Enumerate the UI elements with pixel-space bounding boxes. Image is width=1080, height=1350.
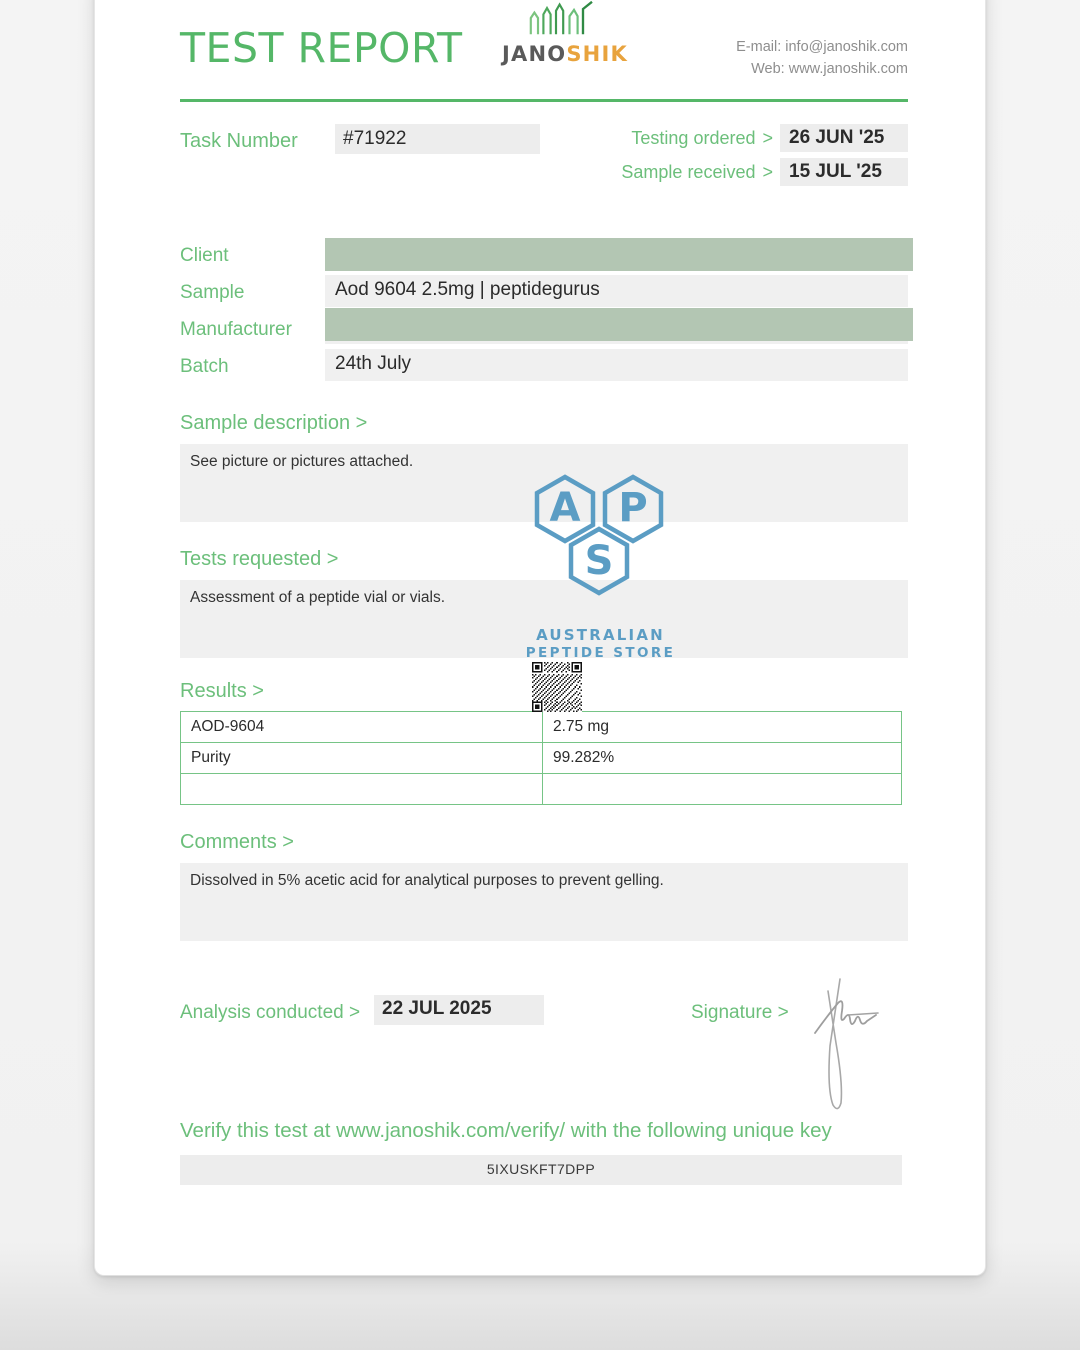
testing-ordered-label: Testing ordered [631,127,756,148]
sample-description-body: See picture or pictures attached. [180,444,908,522]
table-row [181,774,902,805]
page-title: TEST REPORT [180,24,463,72]
sample-fields [180,238,908,386]
logo-text-accent: SHIK [566,42,628,66]
field-batch [180,349,908,386]
analysis-conducted-date: 22 JUL 2025 [374,995,544,1025]
batch-label: Batch [180,356,229,377]
analysis-signature-section [180,993,908,1113]
sample-description-heading: Sample description > [180,412,368,434]
result-value: 99.282% [543,743,902,774]
comments-body: Dissolved in 5% acetic acid for analytical purposes to prevent gelling. [180,863,908,941]
sample-received-value: 15 JUL '25 [780,158,908,186]
unique-key-value: 5IXUSKFT7DPP [180,1155,902,1185]
manufacturer-redaction-bar [325,308,913,341]
chevron-separator-icon: > [762,127,773,148]
sample-received-row [621,158,908,186]
task-number-label: Task Number [180,130,298,152]
result-name [181,774,543,805]
table-row [181,712,902,743]
tests-requested-body: Assessment of a peptide vial or vials. [180,580,908,658]
watermark-line-1: AUSTRALIAN [536,626,665,644]
result-value: 2.75 mg [543,712,902,743]
tests-requested-heading: Tests requested > [180,548,339,570]
batch-value: 24th July [325,349,908,381]
hex-letter-a: A [549,485,581,531]
hex-letter-p: P [618,485,648,531]
signature-image [800,971,910,1121]
chevron-separator-icon: > [762,161,773,182]
sample-label: Sample [180,282,245,303]
field-sample [180,275,908,312]
document-page [100,0,980,1270]
chromatogram-peaks-icon [520,0,610,36]
result-name: Purity [181,743,543,774]
sample-value: Aod 9604 2.5mg | peptidegurus [325,275,908,307]
testing-ordered-row [621,124,908,152]
report-header [180,0,908,95]
verify-instructions: Verify this test at www.janoshik.com/verify/ with the following unique key [180,1119,832,1142]
task-section [180,124,908,204]
task-number-value: #71922 [335,124,540,154]
qr-code[interactable] [526,662,588,712]
field-client [180,238,908,275]
watermark-line-2: PEPTIDE STORE [525,644,676,661]
analysis-conducted-label: Analysis conducted > [180,1002,361,1023]
testing-ordered-value: 26 JUN '25 [780,124,908,152]
contact-web: Web: www.janoshik.com [751,61,908,78]
sample-received-label: Sample received [621,161,756,182]
results-table [180,711,902,805]
janoshik-logo [480,0,650,66]
client-redaction-bar [325,238,913,271]
client-label: Client [180,245,229,266]
logo-text-primary: JANO [502,42,567,66]
date-group [621,124,908,192]
hex-letter-s: S [584,538,614,584]
manufacturer-label: Manufacturer [180,319,292,340]
field-manufacturer [180,312,908,349]
signature-label: Signature > [691,1002,789,1023]
results-heading: Results > [180,680,264,702]
contact-email: E-mail: info@janoshik.com [736,39,908,55]
contact-info [736,36,908,81]
table-row [181,743,902,774]
comments-heading: Comments > [180,831,294,853]
header-divider [180,99,908,102]
result-name: AOD-9604 [181,712,543,743]
result-value [543,774,902,805]
